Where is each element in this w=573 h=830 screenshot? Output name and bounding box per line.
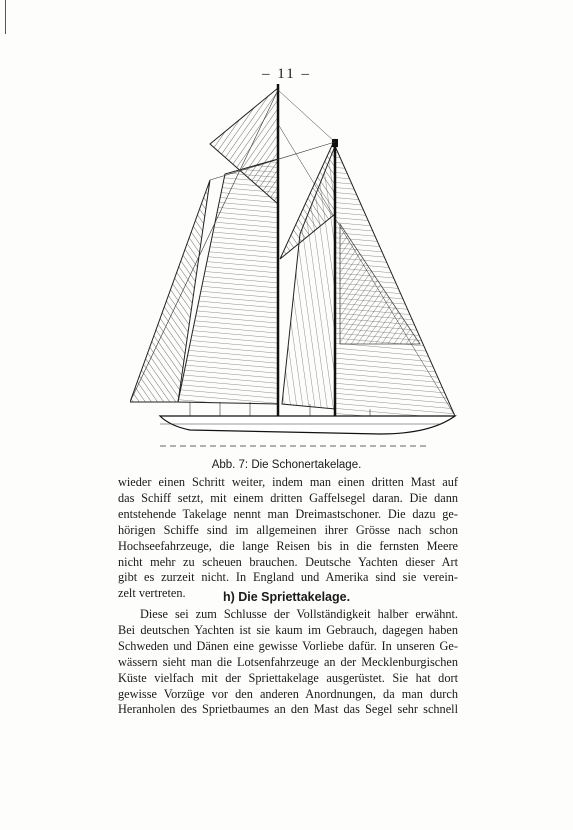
hull — [160, 416, 455, 434]
schooner-drawing — [130, 84, 460, 454]
text-line: gibt es zurzeit nicht. In England und Amerika sind sie verein- — [118, 570, 458, 585]
aft-topsail — [340, 224, 420, 344]
page-number: – 11 – — [262, 66, 311, 82]
text-line: Hochseefahrzeuge, die lange Reisen bis in die fernsten Meere — [118, 538, 458, 553]
text-line: Diese sei zum Schlusse der Vollständigkeit halber erwähnt. — [140, 607, 458, 621]
text-line: Schweden und Dänen eine gewisse Vorliebe dafür. In unseren Ge- — [118, 638, 458, 653]
paragraph-dreimastschoner — [118, 475, 458, 602]
paragraph-spriettakelage — [118, 607, 458, 718]
section-heading: h) Die Spriettakelage. — [222, 590, 351, 604]
text-line: entstehende Takelage nennt man Dreimastschoner. Die dazu ge- — [118, 506, 458, 521]
text-line: gewisse Vorzüge vor den anderen Anordnungen, da man durch — [118, 686, 458, 701]
text-line: wässern sieht man die Lotsenfahrzeuge an der Mecklenburgischen — [118, 654, 458, 669]
text-line: das Schiff setzt, mit einem dritten Gaffelsegel daran. Die dann — [118, 490, 458, 505]
text-line: wieder einen Schritt weiter, indem man einen dritten Mast auf — [118, 475, 458, 489]
text-line: Bei deutschen Yachten ist sie kaum im Gebrauch, dagegen haben — [118, 622, 458, 637]
text-line: hörigen Schiffe sind im allgemeinen ihrer Grösse nach schon — [118, 522, 458, 537]
text-line: zelt vertreten. — [118, 586, 186, 601]
figure-caption: Abb. 7: Die Schonertakelage. — [211, 459, 362, 471]
text-line: nicht mehr zu scheuen brauchen. Deutsche Yachten dieser Art — [118, 554, 458, 569]
page-edge-mark — [5, 0, 6, 34]
text-line: Heranholen des Sprietbaumes an den Mast das Segel sehr schnell — [118, 702, 458, 717]
schooner-rigging-illustration — [130, 84, 460, 454]
text-line: Küste vielfach mit der Spriettakelage ausgerüstet. Sie hat dort — [118, 670, 458, 685]
